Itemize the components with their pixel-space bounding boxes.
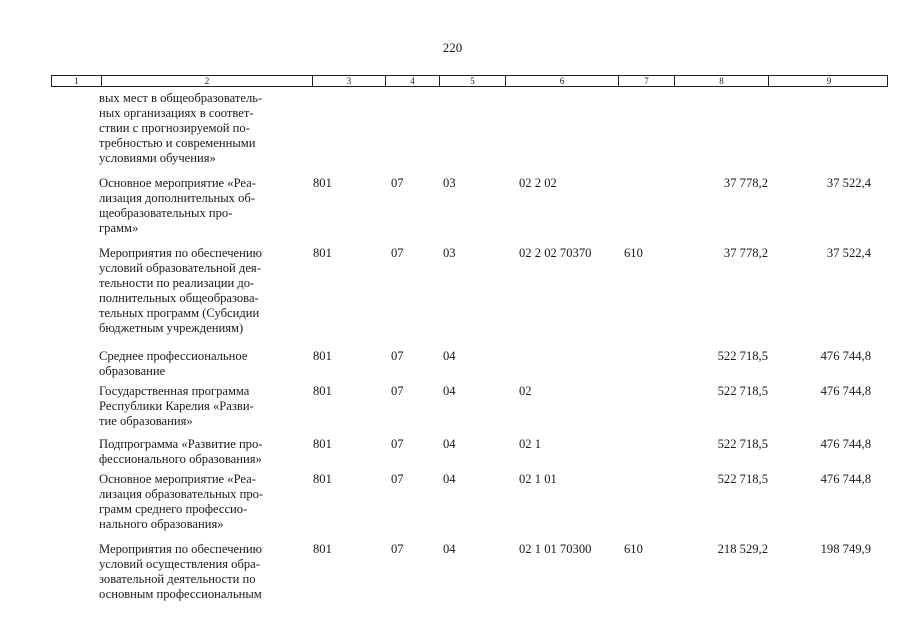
header-col-4: 4 xyxy=(386,76,440,86)
description-line: Мероприятия по обеспечению xyxy=(99,542,263,556)
amount-year-1: 522 718,5 xyxy=(717,349,768,363)
row-description xyxy=(99,176,305,236)
header-col-6: 6 xyxy=(506,76,619,86)
target-article-code: 02 2 02 xyxy=(519,176,557,190)
header-col-5: 5 xyxy=(440,76,506,86)
description-line: Мероприятия по обеспечению xyxy=(99,246,263,260)
amount-year-2: 476 744,8 xyxy=(820,384,871,398)
row-description xyxy=(99,246,305,336)
ministry-code: 801 xyxy=(313,472,332,486)
subsection-code: 04 xyxy=(443,542,456,556)
description-line: бюджетным учреждениям) xyxy=(99,321,244,335)
description-line: тие образования» xyxy=(99,414,193,428)
target-article-code: 02 1 01 xyxy=(519,472,557,486)
subsection-code: 03 xyxy=(443,246,456,260)
subsection-code: 04 xyxy=(443,472,456,486)
description-line: Основное мероприятие «Реа- xyxy=(99,176,256,190)
amount-year-1: 522 718,5 xyxy=(717,437,768,451)
description-line: условиями обучения» xyxy=(99,151,216,165)
amount-year-2: 476 744,8 xyxy=(820,472,871,486)
description-line: полнительных общеобразова- xyxy=(99,291,259,305)
description-line: тельности по реализации до- xyxy=(99,276,255,290)
row-description xyxy=(99,437,305,467)
header-col-1: 1 xyxy=(52,76,102,86)
description-line: щеобразовательных про- xyxy=(99,206,233,220)
amount-year-1: 37 778,2 xyxy=(723,176,768,190)
amount-year-1: 218 529,2 xyxy=(717,542,768,556)
section-code: 07 xyxy=(391,437,404,451)
description-line: вых мест в общеобразователь- xyxy=(99,91,263,105)
header-col-2: 2 xyxy=(102,76,313,86)
header-col-8: 8 xyxy=(675,76,769,86)
ministry-code: 801 xyxy=(313,437,332,451)
description-line: условий образовательной дея- xyxy=(99,261,261,275)
description-line: Республики Карелия «Разви- xyxy=(99,399,254,413)
description-line: грамм среднего профессио- xyxy=(99,502,248,516)
header-col-7: 7 xyxy=(619,76,675,86)
amount-year-1: 522 718,5 xyxy=(717,472,768,486)
section-code: 07 xyxy=(391,472,404,486)
ministry-code: 801 xyxy=(313,176,332,190)
description-line: Основное мероприятие «Реа- xyxy=(99,472,256,486)
ministry-code: 801 xyxy=(313,246,332,260)
column-number-header xyxy=(51,75,888,87)
target-article-code: 02 xyxy=(519,384,532,398)
amount-year-2: 198 749,9 xyxy=(820,542,871,556)
amount-year-2: 476 744,8 xyxy=(820,349,871,363)
description-line: условий осуществления обра- xyxy=(99,557,260,571)
ministry-code: 801 xyxy=(313,349,332,363)
subsection-code: 04 xyxy=(443,384,456,398)
description-line: зовательной деятельности по xyxy=(99,572,256,586)
header-col-9: 9 xyxy=(826,76,832,86)
amount-year-1: 37 778,2 xyxy=(723,246,768,260)
target-article-code: 02 2 02 70370 xyxy=(519,246,592,260)
description-line: лизация дополнительных об- xyxy=(99,191,256,205)
description-line: ствии с прогнозируемой по- xyxy=(99,121,250,135)
section-code: 07 xyxy=(391,176,404,190)
description-line: Среднее профессиональное xyxy=(99,349,248,363)
amount-year-2: 37 522,4 xyxy=(826,246,871,260)
target-article-code: 02 1 xyxy=(519,437,542,451)
description-line: Подпрограмма «Развитие про- xyxy=(99,437,263,451)
amount-year-2: 37 522,4 xyxy=(826,176,871,190)
amount-year-1: 522 718,5 xyxy=(717,384,768,398)
description-line: ных организациях в соответ- xyxy=(99,106,254,120)
row-description xyxy=(99,91,305,166)
ministry-code: 801 xyxy=(313,542,332,556)
header-col-3: 3 xyxy=(313,76,386,86)
section-code: 07 xyxy=(391,384,404,398)
section-code: 07 xyxy=(391,349,404,363)
row-description xyxy=(99,542,305,602)
row-description xyxy=(99,472,305,532)
subsection-code: 03 xyxy=(443,176,456,190)
subsection-code: 04 xyxy=(443,437,456,451)
description-line: основным профессиональным xyxy=(99,587,262,601)
row-description xyxy=(99,349,305,379)
page-number: 220 xyxy=(442,40,463,55)
description-line: нального образования» xyxy=(99,517,224,531)
amount-year-2: 476 744,8 xyxy=(820,437,871,451)
ministry-code: 801 xyxy=(313,384,332,398)
description-line: грамм» xyxy=(99,221,139,235)
expense-type-code: 610 xyxy=(624,246,643,260)
section-code: 07 xyxy=(391,542,404,556)
description-line: тельных программ (Субсидии xyxy=(99,306,260,320)
description-line: Государственная программа xyxy=(99,384,250,398)
description-line: фессионального образования» xyxy=(99,452,262,466)
description-line: лизация образовательных про- xyxy=(99,487,264,501)
subsection-code: 04 xyxy=(443,349,456,363)
expense-type-code: 610 xyxy=(624,542,643,556)
description-line: требностью и современными xyxy=(99,136,256,150)
target-article-code: 02 1 01 70300 xyxy=(519,542,592,556)
description-line: образование xyxy=(99,364,166,378)
section-code: 07 xyxy=(391,246,404,260)
row-description xyxy=(99,384,305,429)
